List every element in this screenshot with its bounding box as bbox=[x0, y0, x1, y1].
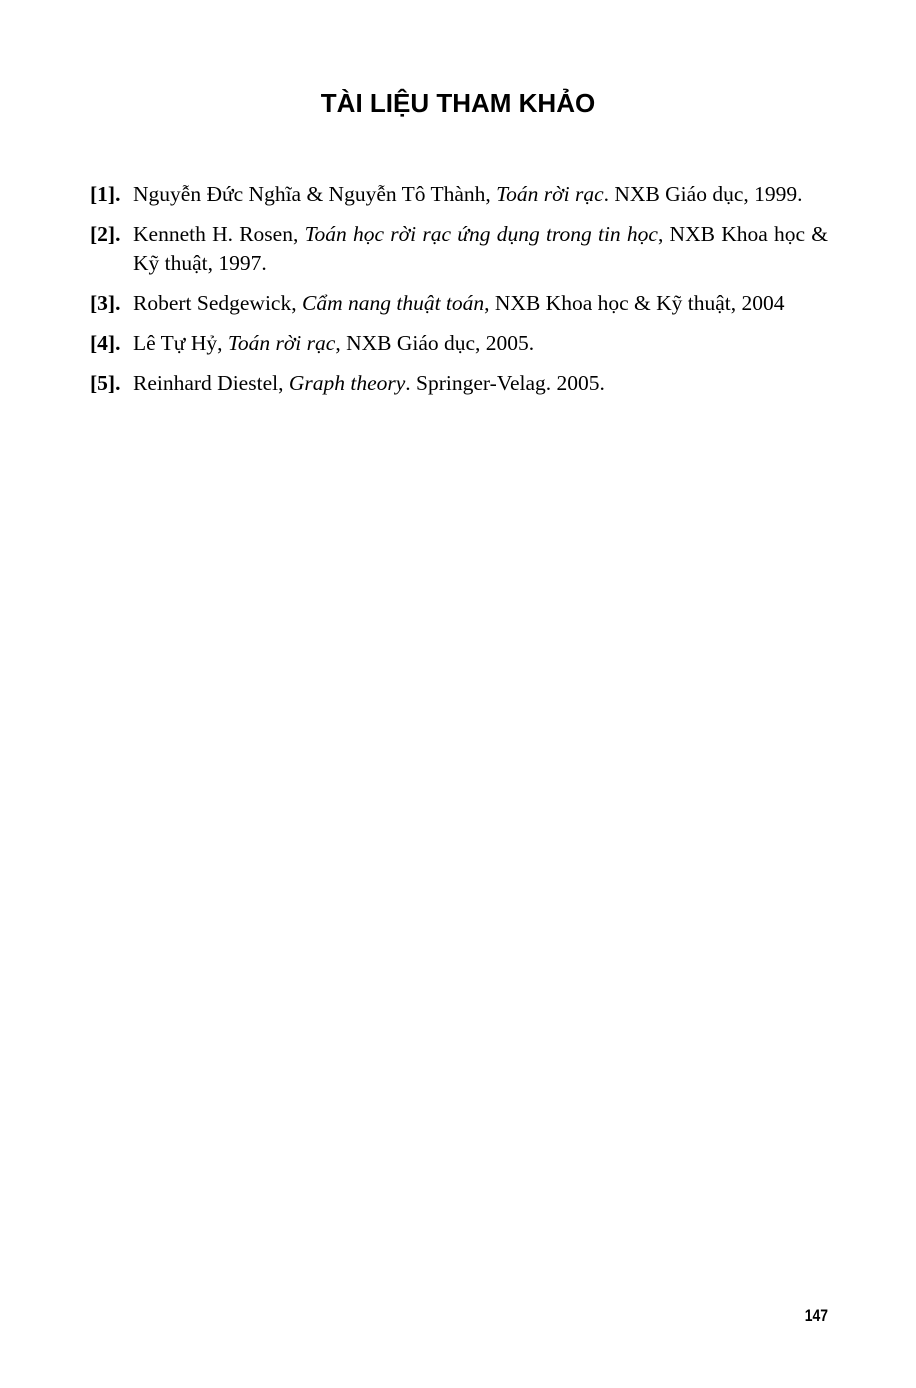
reference-title: Graph theory bbox=[288, 371, 406, 395]
reference-title: Cẩm nang thuật toán bbox=[301, 291, 485, 315]
reference-publisher: , NXB Khoa học & Kỹ thuật, 2004 bbox=[484, 291, 785, 315]
reference-authors: Nguyễn Đức Nghĩa & Nguyễn Tô Thành, bbox=[133, 182, 497, 206]
reference-authors: Kenneth H. Rosen, bbox=[133, 222, 305, 246]
reference-title: Toán rời rạc bbox=[227, 331, 336, 355]
reference-text bbox=[133, 180, 828, 209]
reference-text bbox=[133, 329, 828, 358]
reference-title: Toán học rời rạc ứng dụng trong tin học bbox=[304, 222, 658, 246]
reference-publisher: . Springer-Velag. 2005. bbox=[405, 371, 605, 395]
reference-text bbox=[133, 220, 828, 278]
reference-list bbox=[90, 180, 828, 409]
reference-title: Toán rời rạc bbox=[496, 182, 604, 206]
reference-number: [2]. bbox=[90, 222, 121, 246]
reference-item bbox=[90, 329, 828, 358]
reference-authors: Robert Sedgewick, bbox=[133, 291, 302, 315]
reference-item bbox=[90, 289, 828, 318]
reference-publisher: . NXB Giáo dục, 1999. bbox=[603, 182, 803, 206]
reference-text bbox=[133, 369, 828, 398]
page-title: TÀI LIỆU THAM KHẢO bbox=[320, 88, 596, 118]
reference-number: [1]. bbox=[90, 182, 121, 206]
reference-publisher: , NXB Khoa học & Kỹ thuật, 1997. bbox=[133, 222, 828, 275]
reference-item bbox=[90, 220, 828, 278]
reference-number: [5]. bbox=[90, 371, 121, 395]
reference-item bbox=[90, 180, 828, 209]
reference-authors: Lê Tự Hỷ, bbox=[133, 331, 228, 355]
reference-item bbox=[90, 369, 828, 398]
reference-number: [4]. bbox=[90, 331, 121, 355]
reference-number: [3]. bbox=[90, 291, 121, 315]
reference-publisher: , NXB Giáo dục, 2005. bbox=[335, 331, 535, 355]
reference-authors: Reinhard Diestel, bbox=[133, 371, 289, 395]
page-number: 147 bbox=[804, 1306, 828, 1325]
reference-text bbox=[133, 289, 828, 318]
